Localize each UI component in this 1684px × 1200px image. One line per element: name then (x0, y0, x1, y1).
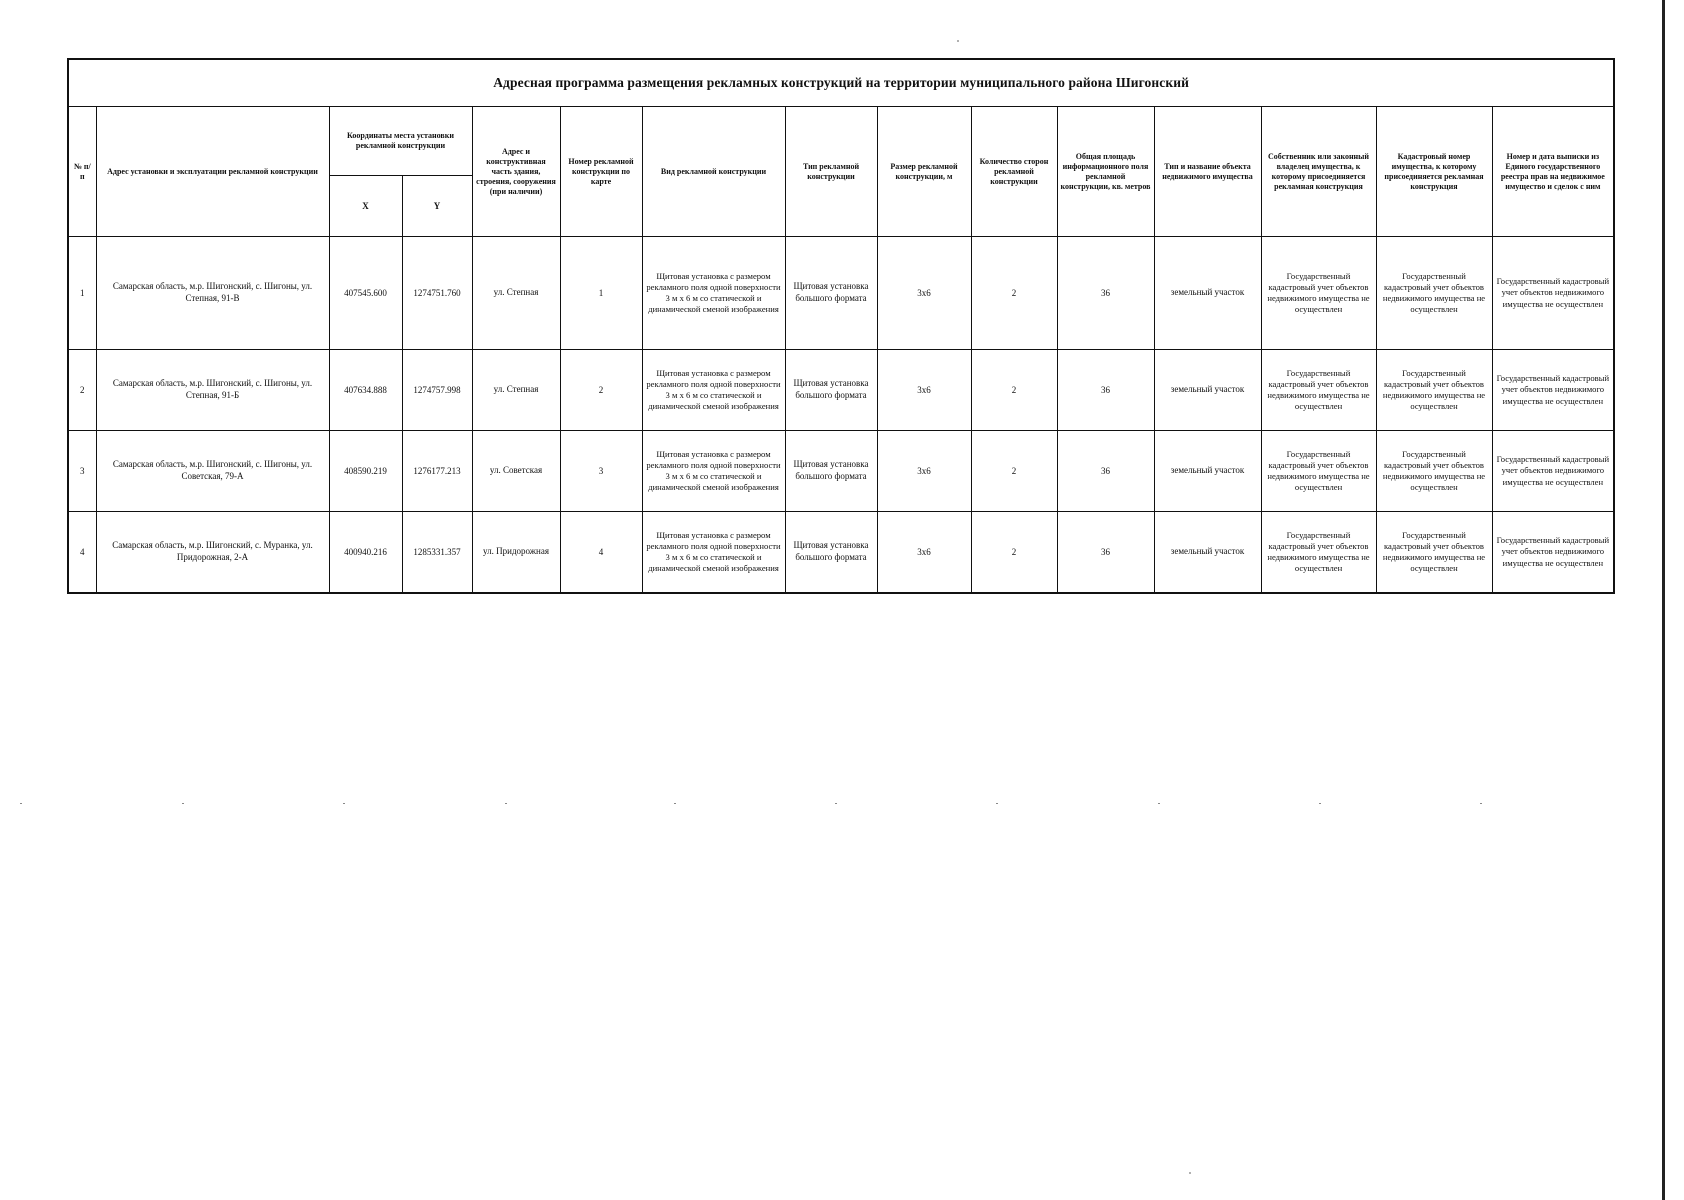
cell-address: Самарская область, м.р. Шигонский, с. Шигоны, ул. Советская, 79-А (96, 431, 329, 512)
cell-type: Щитовая установка большого формата (785, 512, 877, 594)
cell-property-type: земельный участок (1154, 350, 1261, 431)
cell-map-number: 3 (560, 431, 642, 512)
header-registry: Номер и дата выписки из Единого государственного реестра прав на недвижимое имущество и сделок с ним (1492, 107, 1614, 237)
cell-property-type: земельный участок (1154, 431, 1261, 512)
cell-num: 1 (68, 237, 96, 350)
cell-area: 36 (1057, 237, 1154, 350)
cell-kind: Щитовая установка с размером рекламного поля одной поверхности 3 м х 6 м со статической и динамической сменой изображения (642, 237, 785, 350)
header-size: Размер рекламной конструкции, м (877, 107, 971, 237)
table-row (68, 512, 1614, 594)
cell-owner: Государственный кадастровый учет объектов недвижимого имущества не осуществлен (1261, 237, 1376, 350)
header-property-type: Тип и название объекта недвижимого имущества (1154, 107, 1261, 237)
page-edge-line (1662, 0, 1665, 1200)
header-sides: Количество сторон рекламной конструкции (971, 107, 1057, 237)
cell-type: Щитовая установка большого формата (785, 350, 877, 431)
header-y: Y (402, 176, 472, 237)
cell-building: ул. Степная (472, 237, 560, 350)
table-row (68, 350, 1614, 431)
advertising-program-table (67, 58, 1615, 594)
header-num: № п/п (68, 107, 96, 237)
cell-map-number: 2 (560, 350, 642, 431)
cell-property-type: земельный участок (1154, 512, 1261, 594)
cell-owner: Государственный кадастровый учет объектов недвижимого имущества не осуществлен (1261, 350, 1376, 431)
header-owner: Собственник или законный владелец имущества, к которому присоединяется рекламная конструкция (1261, 107, 1376, 237)
header-kind: Вид рекламной конструкции (642, 107, 785, 237)
cell-owner: Государственный кадастровый учет объектов недвижимого имущества не осуществлен (1261, 512, 1376, 594)
cell-address: Самарская область, м.р. Шигонский, с. Муранка, ул. Придорожная, 2-А (96, 512, 329, 594)
header-x: X (329, 176, 402, 237)
header-building: Адрес и конструктивная часть здания, строения, сооружения (при наличии) (472, 107, 560, 237)
table-row (68, 431, 1614, 512)
cell-size: 3х6 (877, 237, 971, 350)
header-type: Тип рекламной конструкции (785, 107, 877, 237)
cell-address: Самарская область, м.р. Шигонский, с. Шигоны, ул. Степная, 91-В (96, 237, 329, 350)
cell-area: 36 (1057, 350, 1154, 431)
cell-cadastral: Государственный кадастровый учет объектов недвижимого имущества не осуществлен (1376, 237, 1492, 350)
cell-area: 36 (1057, 512, 1154, 594)
cell-sides: 2 (971, 237, 1057, 350)
cell-y: 1274751.760 (402, 237, 472, 350)
cell-x: 407545.600 (329, 237, 402, 350)
cell-sides: 2 (971, 512, 1057, 594)
cell-type: Щитовая установка большого формата (785, 237, 877, 350)
header-map-number: Номер рекламной конструкции по карте (560, 107, 642, 237)
cell-owner: Государственный кадастровый учет объектов недвижимого имущества не осуществлен (1261, 431, 1376, 512)
cell-x: 400940.216 (329, 512, 402, 594)
cell-map-number: 1 (560, 237, 642, 350)
header-coords: Координаты места установки рекламной конструкции (329, 107, 472, 176)
cell-area: 36 (1057, 431, 1154, 512)
cell-num: 3 (68, 431, 96, 512)
cell-building: ул. Советская (472, 431, 560, 512)
cell-y: 1274757.998 (402, 350, 472, 431)
cell-cadastral: Государственный кадастровый учет объектов недвижимого имущества не осуществлен (1376, 431, 1492, 512)
cell-num: 4 (68, 512, 96, 594)
header-address: Адрес установки и эксплуатации рекламной конструкции (96, 107, 329, 237)
table-row (68, 237, 1614, 350)
cell-sides: 2 (971, 431, 1057, 512)
cell-registry: Государственный кадастровый учет объектов недвижимого имущества не осуществлен (1492, 512, 1614, 594)
cell-kind: Щитовая установка с размером рекламного поля одной поверхности 3 м х 6 м со статической и динамической сменой изображения (642, 512, 785, 594)
cell-num: 2 (68, 350, 96, 431)
cell-size: 3х6 (877, 431, 971, 512)
cell-cadastral: Государственный кадастровый учет объектов недвижимого имущества не осуществлен (1376, 350, 1492, 431)
header-area: Общая площадь информационного поля рекламной конструкции, кв. метров (1057, 107, 1154, 237)
cell-building: ул. Степная (472, 350, 560, 431)
cell-type: Щитовая установка большого формата (785, 431, 877, 512)
cell-x: 408590.219 (329, 431, 402, 512)
cell-size: 3х6 (877, 350, 971, 431)
cell-y: 1285331.357 (402, 512, 472, 594)
cell-y: 1276177.213 (402, 431, 472, 512)
cell-size: 3х6 (877, 512, 971, 594)
cell-sides: 2 (971, 350, 1057, 431)
document-title: Адресная программа размещения рекламных конструкций на территории муниципального района Шигонский (68, 59, 1614, 107)
cell-registry: Государственный кадастровый учет объектов недвижимого имущества не осуществлен (1492, 237, 1614, 350)
cell-address: Самарская область, м.р. Шигонский, с. Шигоны, ул. Степная, 91-Б (96, 350, 329, 431)
cell-building: ул. Придорожная (472, 512, 560, 594)
header-cadastral: Кадастровый номер имущества, к которому присоединяется рекламная конструкция (1376, 107, 1492, 237)
cell-property-type: земельный участок (1154, 237, 1261, 350)
cell-registry: Государственный кадастровый учет объектов недвижимого имущества не осуществлен (1492, 350, 1614, 431)
cell-map-number: 4 (560, 512, 642, 594)
cell-kind: Щитовая установка с размером рекламного поля одной поверхности 3 м х 6 м со статической и динамической сменой изображения (642, 350, 785, 431)
cell-kind: Щитовая установка с размером рекламного поля одной поверхности 3 м х 6 м со статической и динамической сменой изображения (642, 431, 785, 512)
cell-x: 407634.888 (329, 350, 402, 431)
cell-cadastral: Государственный кадастровый учет объектов недвижимого имущества не осуществлен (1376, 512, 1492, 594)
cell-registry: Государственный кадастровый учет объектов недвижимого имущества не осуществлен (1492, 431, 1614, 512)
